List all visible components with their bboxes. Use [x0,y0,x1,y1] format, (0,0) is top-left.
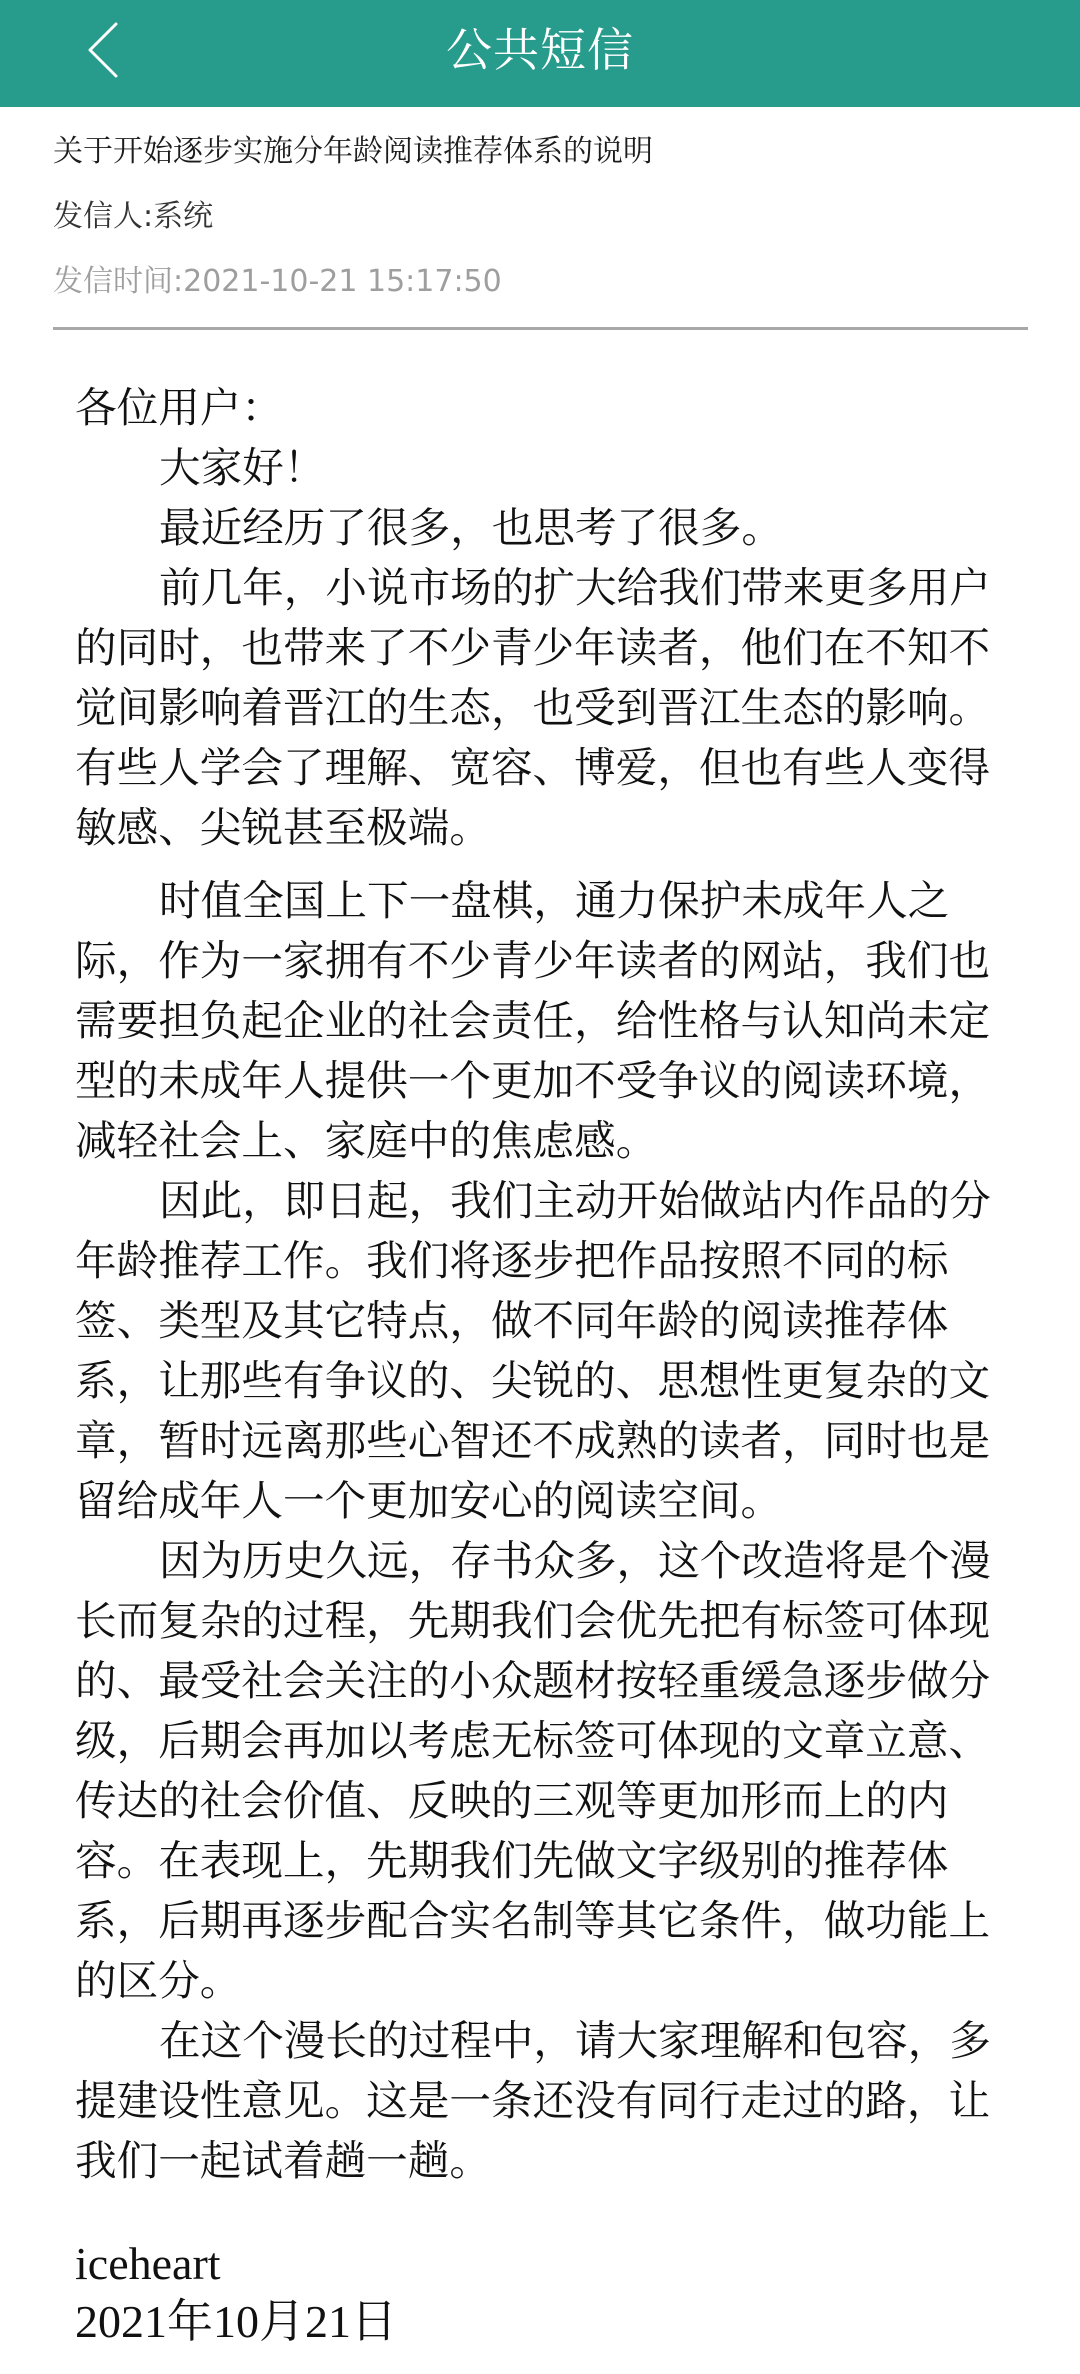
paragraph-line: 签、类型及其它特点，做不同年龄的阅读推荐体 [75,1296,949,1345]
paragraph-line: 提建设性意见。这是一条还没有同行走过的路，让 [75,2076,991,2125]
divider [53,327,1028,330]
paragraph-line: 觉间影响着晋江的生态，也受到晋江生态的影响。 [75,683,991,732]
paragraph-line: 系，后期再逐步配合实名制等其它条件，做功能上 [75,1896,991,1945]
paragraph-line: 留给成年人一个更加安心的阅读空间。 [75,1476,783,1525]
paragraph-5 [75,1171,1005,1531]
paragraph-line: 最近经历了很多，也思考了很多。 [159,503,783,552]
paragraph-line: 减轻社会上、家庭中的焦虑感。 [75,1116,658,1165]
paragraph-6 [75,1531,1005,2011]
paragraph-line: 我们一起试着趟一趟。 [75,2136,491,2185]
paragraph-2 [75,498,1005,558]
page-title: 公共短信 [446,23,634,77]
paragraph-3 [75,558,1005,858]
paragraph-line: 有些人学会了理解、宽容、博爱，但也有些人变得 [75,743,991,792]
paragraph-line: 敏感、尖锐甚至极端。 [75,803,491,852]
paragraph-line: 因此，即日起，我们主动开始做站内作品的分 [159,1176,991,1225]
paragraph-line: 传达的社会价值、反映的三观等更加形而上的内 [75,1776,949,1825]
paragraph-line: 的、最受社会关注的小众题材按轻重缓急逐步做分 [75,1656,991,1705]
paragraph-line: 长而复杂的过程，先期我们会优先把有标签可体现 [75,1596,991,1645]
message-sent-time: 发信时间:2021-10-21 15:17:50 [53,264,502,299]
paragraph-line: 章，暂时远离那些心智还不成熟的读者，同时也是 [75,1416,991,1465]
paragraph-line: 在这个漫长的过程中，请大家理解和包容，多 [159,2016,991,2065]
signature-date: 2021年10月21日 [75,2296,397,2347]
paragraph-line: 的区分。 [75,1956,242,2005]
paragraph-line: 系，让那些有争议的、尖锐的、思想性更复杂的文 [75,1356,991,1405]
message-body [75,378,1005,2191]
paragraph-7 [75,2011,1005,2191]
paragraph-line: 容。在表现上，先期我们先做文字级别的推荐体 [75,1836,949,1885]
paragraph-line: 型的未成年人提供一个更加不受争议的阅读环境， [75,1056,991,1105]
paragraph-line: 前几年，小说市场的扩大给我们带来更多用户 [159,563,991,612]
paragraph-4 [75,871,1005,1171]
paragraph-line: 年龄推荐工作。我们将逐步把作品按照不同的标 [75,1236,949,1285]
paragraph-line: 的同时，也带来了不少青少年读者，他们在不知不 [75,623,991,672]
top-nav-bar [0,0,1080,107]
paragraph-line: 时值全国上下一盘棋，通力保护未成年人之 [159,876,950,925]
signature-name: iceheart [75,2238,221,2289]
greeting: 各位用户： [75,383,283,432]
message-subject: 关于开始逐步实施分年龄阅读推荐体系的说明 [53,134,653,169]
paragraph-line: 际，作为一家拥有不少青少年读者的网站，我们也 [75,936,991,985]
paragraph-1 [75,438,1005,498]
paragraph-line: 需要担负起企业的社会责任，给性格与认知尚未定 [75,996,991,1045]
message-sender: 发信人:系统 [53,199,214,234]
paragraph-line: 级，后期会再加以考虑无标签可体现的文章立意、 [75,1716,991,1765]
paragraph-line: 大家好！ [159,443,326,492]
paragraph-line: 因为历史久远，存书众多，这个改造将是个漫 [159,1536,991,1585]
